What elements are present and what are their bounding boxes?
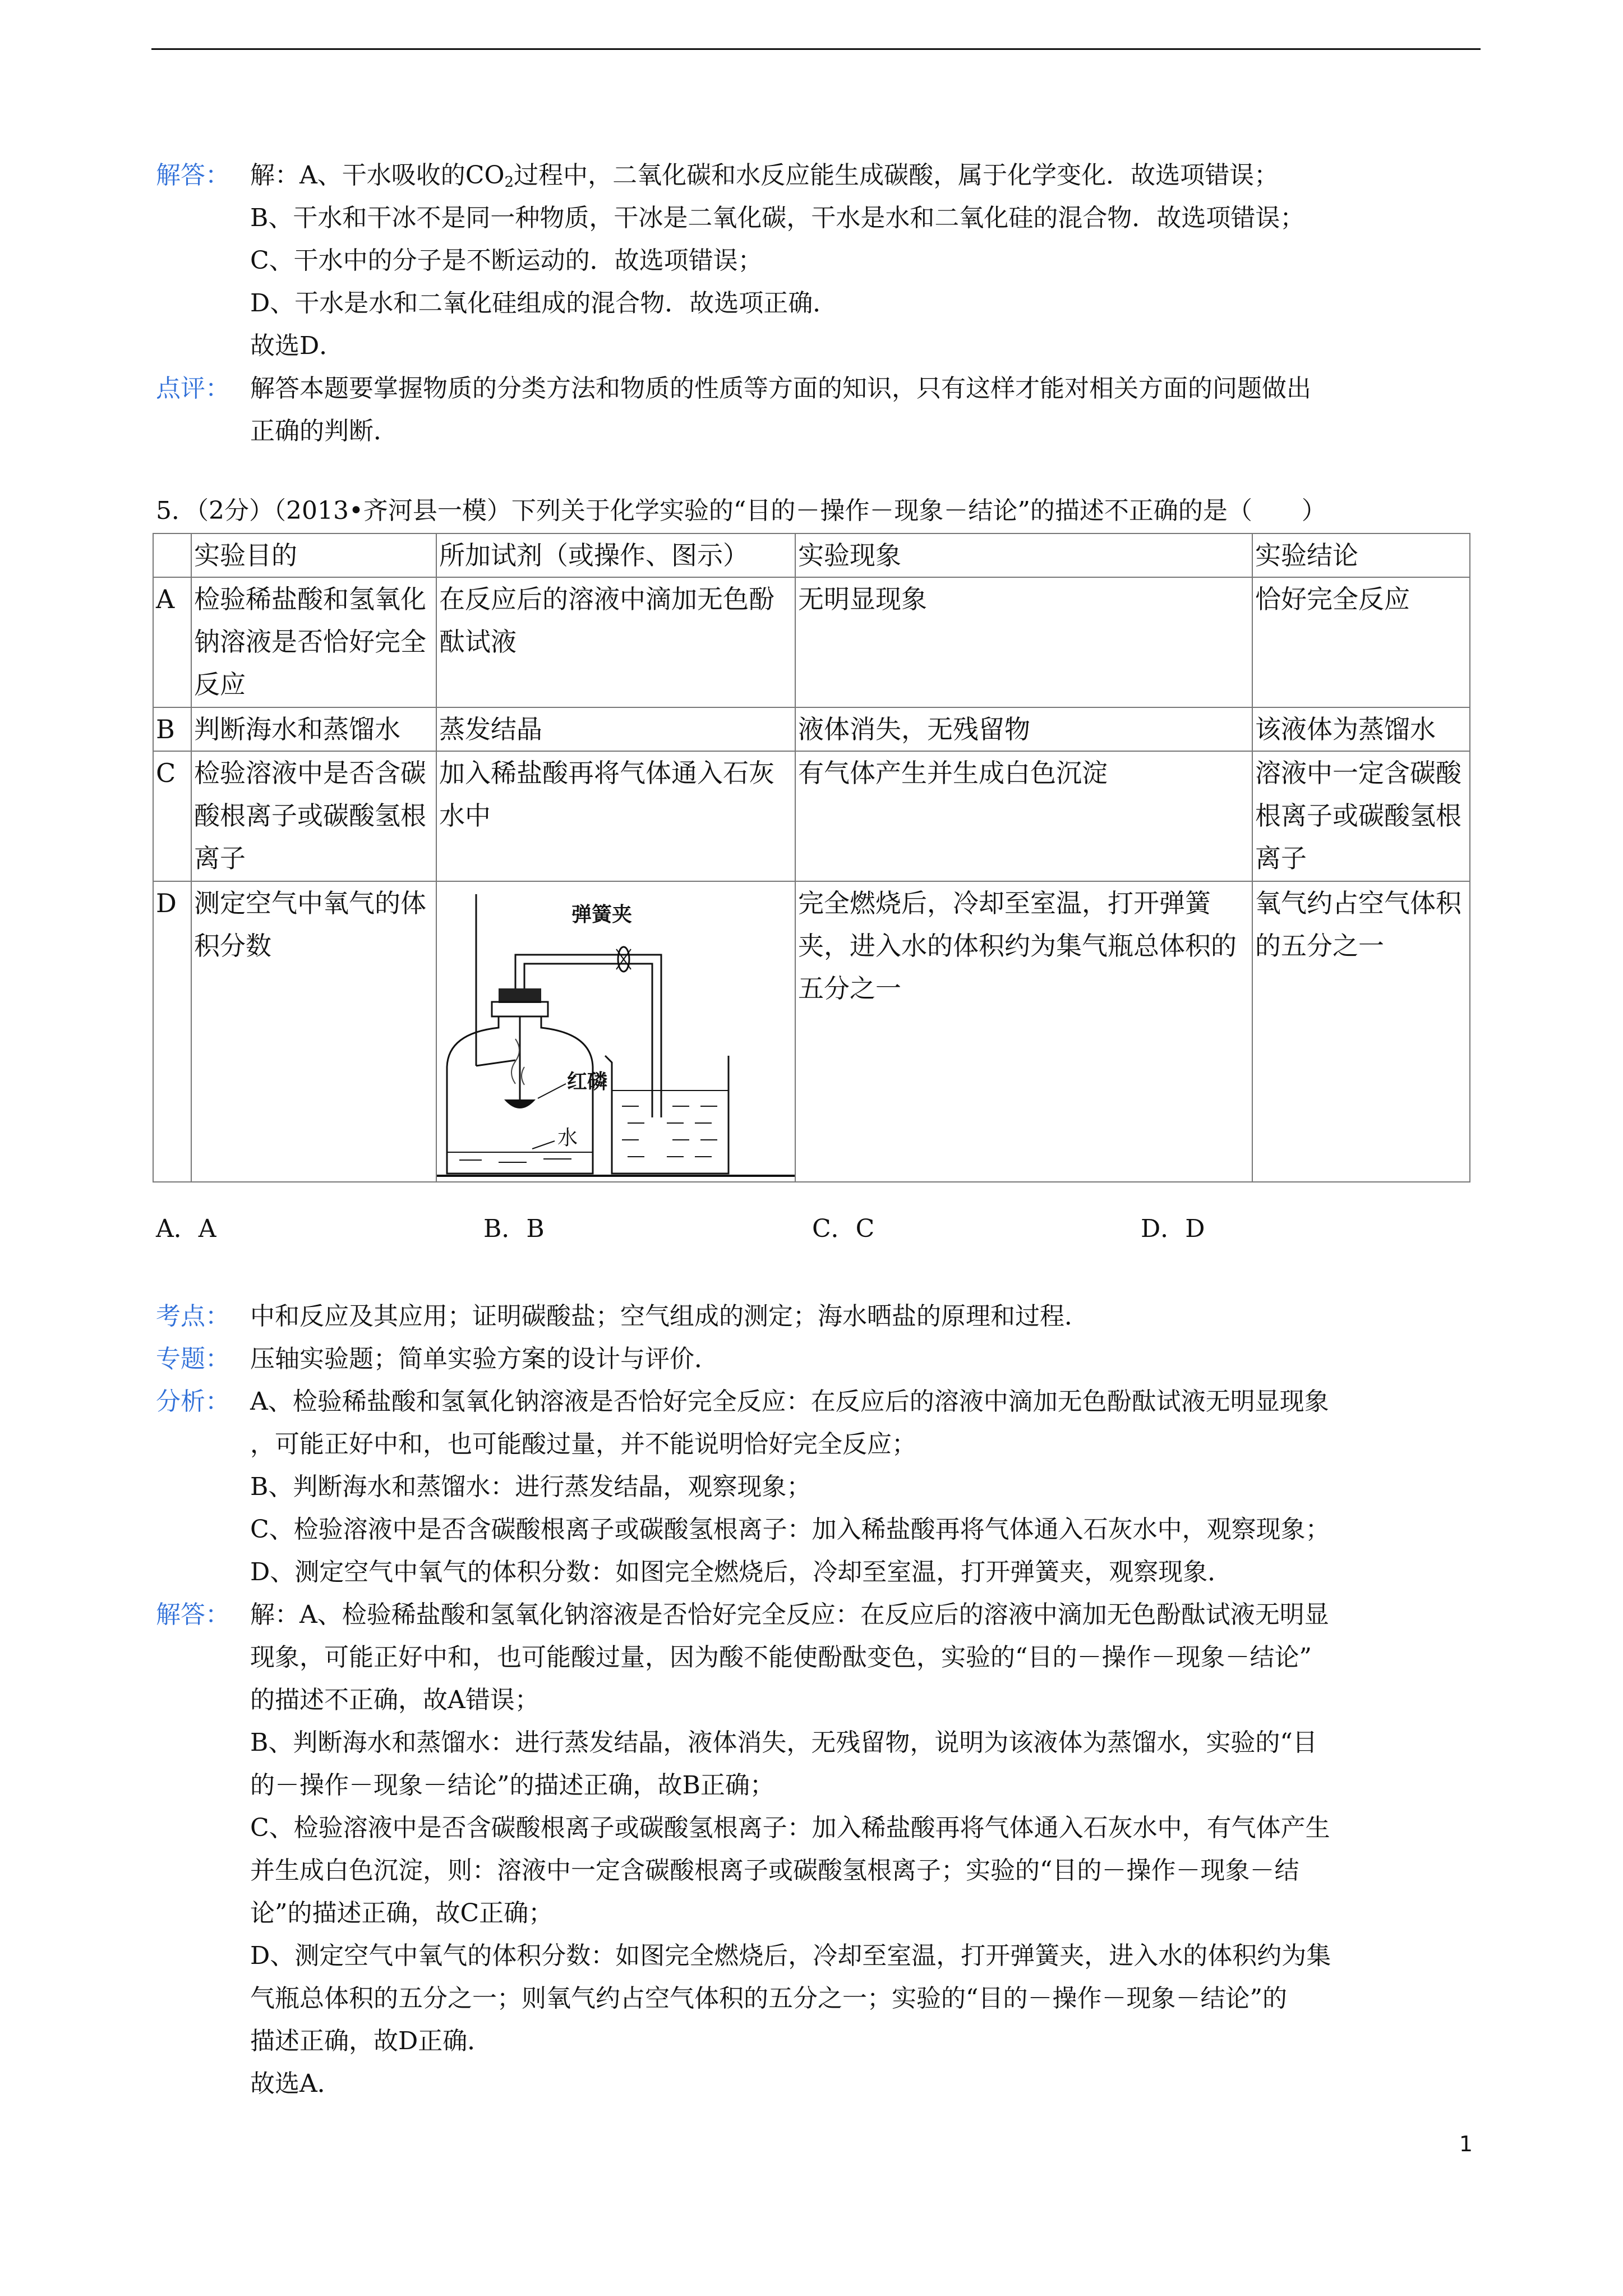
table-header-row bbox=[153, 533, 1470, 577]
solution-line-4: D、干水是水和二氧化硅组成的混合物．故选项正确． bbox=[250, 289, 838, 318]
table-header-cell bbox=[153, 533, 191, 577]
kaodian-label: 考点： bbox=[156, 1302, 230, 1331]
jieda-line: 的－操作－现象－结论”的描述正确，故B正确； bbox=[250, 1771, 774, 1800]
question-text: 5．（2分）（2013•齐河县一模）下列关于化学实验的“目的－操作－现象－结论”的描述不正确的是（ ） bbox=[156, 496, 1326, 525]
comment-line-1: 解答本题要掌握物质的分类方法和物质的性质等方面的知识，只有这样才能对相关方面的问题做出 bbox=[250, 374, 1311, 403]
row-operation: 在反应后的溶液中滴加无色酚酞试液 bbox=[436, 577, 795, 707]
table-row bbox=[153, 881, 1470, 1182]
jieda-line: 现象，可能正好中和，也可能酸过量，因为酸不能使酚酞变色，实验的“目的－操作－现象－结论” bbox=[250, 1643, 1312, 1672]
clip-label: 弹簧夹 bbox=[571, 903, 633, 926]
jieda-line: 故选A． bbox=[250, 2069, 342, 2098]
row-phenomenon: 有气体产生并生成白色沉淀 bbox=[795, 751, 1252, 881]
row-id: C bbox=[153, 751, 191, 881]
row-conclusion: 溶液中一定含碳酸根离子或碳酸氢根离子 bbox=[1252, 751, 1470, 881]
fenxi-line: D、测定空气中氧气的体积分数：如图完全燃烧后，冷却至室温，打开弹簧夹，观察现象． bbox=[250, 1558, 1233, 1586]
jieda-line: 解：A、检验稀盐酸和氢氧化钠溶液是否恰好完全反应：在反应后的溶液中滴加无色酚酞试液无明显 bbox=[250, 1600, 1329, 1629]
zhuanti-label: 专题： bbox=[156, 1345, 230, 1373]
jieda-line: 描述正确，故D正确． bbox=[250, 2027, 492, 2055]
row-id: A bbox=[153, 577, 191, 707]
jieda-line: 并生成白色沉淀，则：溶液中一定含碳酸根离子或碳酸氢根离子；实验的“目的－操作－现象－结 bbox=[250, 1856, 1299, 1885]
jieda-line: D、测定空气中氧气的体积分数：如图完全燃烧后，冷却至室温，打开弹簧夹，进入水的体积约为集 bbox=[250, 1941, 1331, 1970]
option-a: A．A bbox=[156, 1214, 216, 1243]
row-conclusion: 恰好完全反应 bbox=[1252, 577, 1470, 707]
jieda-line: 论”的描述正确，故C正确； bbox=[250, 1899, 554, 1927]
comment-line-2: 正确的判断． bbox=[250, 417, 398, 445]
table-header-cell: 实验结论 bbox=[1252, 533, 1470, 577]
row-purpose: 检验溶液中是否含碳酸根离子或碳酸氢根离子 bbox=[191, 751, 436, 881]
solution-line-5: 故选D． bbox=[250, 332, 344, 360]
row-phenomenon: 液体消失，无残留物 bbox=[795, 707, 1252, 751]
option-d: D．D bbox=[1141, 1214, 1205, 1243]
option-b: B．B bbox=[483, 1214, 545, 1243]
row-id: D bbox=[153, 881, 191, 1182]
solution-label: 解答： bbox=[156, 161, 230, 190]
header-rule bbox=[151, 48, 1481, 50]
oxygen-measurement-apparatus bbox=[437, 882, 795, 1179]
row-phenomenon: 无明显现象 bbox=[795, 577, 1252, 707]
table-row bbox=[153, 577, 1470, 707]
water-label: 水 bbox=[557, 1126, 578, 1149]
solution-line-1: 解：A、干水吸收的$CO_2$过程中，二氧化碳和水反应能生成碳酸，属于化学变化．故选项错误； bbox=[250, 161, 1279, 191]
kaodian-text: 中和反应及其应用；证明碳酸盐；空气组成的测定；海水晒盐的原理和过程． bbox=[250, 1302, 1089, 1331]
table-row bbox=[153, 707, 1470, 751]
row-purpose: 测定空气中氧气的体积分数 bbox=[191, 881, 436, 1182]
row-id: B bbox=[153, 707, 191, 751]
row-conclusion: 氧气约占空气体积的五分之一 bbox=[1252, 881, 1470, 1182]
row-conclusion: 该液体为蒸馏水 bbox=[1252, 707, 1470, 751]
jieda-line: B、判断海水和蒸馏水：进行蒸发结晶，液体消失，无残留物，说明为该液体为蒸馏水，实验的“目 bbox=[250, 1728, 1317, 1757]
fenxi-line: ，可能正好中和，也可能酸过量，并不能说明恰好完全反应； bbox=[250, 1430, 916, 1458]
jieda-label: 解答： bbox=[156, 1600, 230, 1629]
table-header-cell: 所加试剂（或操作、图示） bbox=[436, 533, 795, 577]
fenxi-line: A、检验稀盐酸和氢氧化钠溶液是否恰好完全反应：在反应后的溶液中滴加无色酚酞试液无明显现象 bbox=[250, 1387, 1329, 1416]
solution-line-2: B、干水和干冰不是同一种物质，干冰是二氧化碳，干水是水和二氧化硅的混合物．故选项错误； bbox=[250, 204, 1305, 232]
row-purpose: 检验稀盐酸和氢氧化钠溶液是否恰好完全反应 bbox=[191, 577, 436, 707]
option-c: C．C bbox=[812, 1214, 875, 1243]
fenxi-line: B、判断海水和蒸馏水：进行蒸发结晶，观察现象； bbox=[250, 1473, 811, 1501]
zhuanti-text: 压轴实验题；简单实验方案的设计与评价． bbox=[250, 1345, 719, 1373]
table-header-cell: 实验现象 bbox=[795, 533, 1252, 577]
comment-label: 点评： bbox=[156, 374, 230, 403]
table-header-cell: 实验目的 bbox=[191, 533, 436, 577]
experiment-diagram-cell bbox=[436, 881, 795, 1182]
solution-line-3: C、干水中的分子是不断运动的．故选项错误； bbox=[250, 246, 763, 275]
jieda-line: 的描述不正确，故A错误； bbox=[250, 1686, 540, 1714]
fenxi-label: 分析： bbox=[156, 1387, 230, 1416]
row-operation: 蒸发结晶 bbox=[436, 707, 795, 751]
spring-clip-icon bbox=[616, 947, 631, 972]
jieda-line: 气瓶总体积的五分之一；则氧气约占空气体积的五分之一；实验的“目的－操作－现象－结论”的 bbox=[250, 1984, 1287, 2013]
row-purpose: 判断海水和蒸馏水 bbox=[191, 707, 436, 751]
table-row bbox=[153, 751, 1470, 881]
experiment-table bbox=[153, 533, 1470, 1182]
jieda-line: C、检验溶液中是否含碳酸根离子或碳酸氢根离子：加入稀盐酸再将气体通入石灰水中，有气体产生 bbox=[250, 1814, 1330, 1842]
row-operation: 加入稀盐酸再将气体通入石灰水中 bbox=[436, 751, 795, 881]
page-number: 1 bbox=[1459, 2132, 1473, 2156]
fenxi-line: C、检验溶液中是否含碳酸根离子或碳酸氢根离子：加入稀盐酸再将气体通入石灰水中，观察现象； bbox=[250, 1515, 1330, 1544]
row-phenomenon: 完全燃烧后，冷却至室温，打开弹簧夹，进入水的体积约为集气瓶总体积的五分之一 bbox=[795, 881, 1252, 1182]
phosphorus-label: 红磷 bbox=[567, 1070, 608, 1093]
